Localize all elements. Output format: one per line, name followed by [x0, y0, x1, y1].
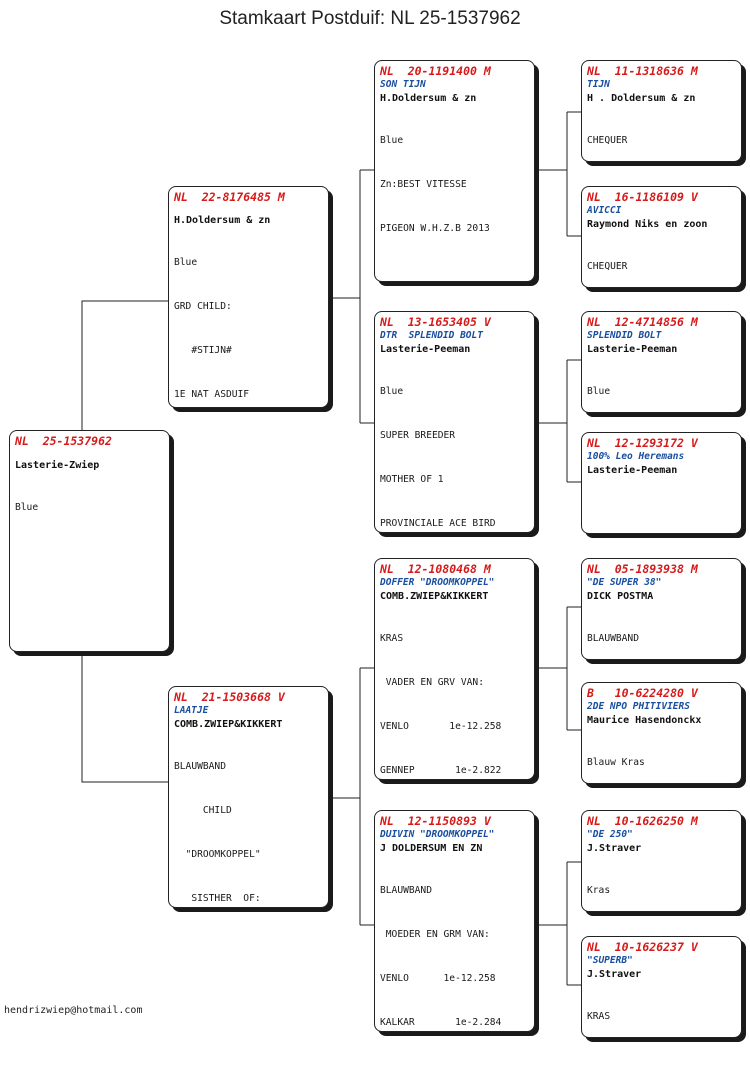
pigeon-details [380, 105, 529, 282]
detail-line: Blue [380, 135, 404, 147]
owner-name: Lasterie-Peeman [587, 465, 678, 476]
pigeon-details [380, 356, 529, 533]
pigeon-nickname: LAATJE [174, 705, 209, 716]
detail-line: VADER EN GRV VAN: [380, 676, 484, 688]
detail-line: SISTHER OF: [174, 892, 261, 904]
owner-name: J DOLDERSUM EN ZN [380, 843, 483, 854]
detail-line: BLAUWBAND [587, 633, 639, 645]
ring-number: NL 12-4714856 M [587, 315, 698, 329]
detail-line: KRAS [380, 633, 404, 645]
ring-number: NL 16-1186109 V [587, 190, 698, 204]
ring-number: NL 20-1191400 M [380, 64, 491, 78]
pigeon-details [174, 227, 323, 408]
detail-line: MOEDER EN GRM VAN: [380, 928, 490, 940]
detail-line: #STIJN# [174, 344, 232, 356]
pigeon-nickname: SPLENDID BOLT [587, 330, 662, 341]
ring-number: NL 25-1537962 [15, 434, 112, 448]
pigeon-details [380, 855, 529, 1032]
pigeon-details [587, 603, 736, 660]
detail-line: VENLO 1e-12.258 [380, 720, 502, 732]
owner-name: H.Doldersum & zn [174, 215, 271, 226]
owner-name: Lasterie-Zwiep [15, 460, 100, 471]
pigeon-nickname: TIJN [587, 79, 610, 90]
pigeon-nickname: AVICCI [587, 205, 622, 216]
detail-line: MOTHER OF 1 [380, 473, 444, 485]
detail-line: "DROOMKOPPEL" [174, 848, 261, 860]
ring-number: NL 22-8176485 M [174, 190, 285, 204]
pigeon-card-ggm-1 [581, 186, 742, 288]
pigeon-details [174, 731, 323, 908]
pigeon-nickname: "DE 250" [587, 829, 633, 840]
owner-name: H . Doldersum & zn [587, 93, 696, 104]
pigeon-card-ggm-4 [581, 936, 742, 1038]
pigeon-card-ggf-3 [581, 558, 742, 660]
detail-line: PROVINCIALE ACE BIRD [380, 517, 496, 529]
owner-name: DICK POSTMA [587, 591, 654, 602]
ring-number: NL 10-1626237 V [587, 940, 698, 954]
detail-line: Blue [174, 257, 198, 269]
detail-line: VENLO 1e-12.258 [380, 972, 496, 984]
ring-number: NL 13-1653405 V [380, 315, 491, 329]
detail-line: Blauw Kras [587, 757, 645, 769]
detail-line: GRD CHILD: [174, 300, 232, 312]
ring-number: NL 11-1318636 M [587, 64, 698, 78]
pigeon-card-ggm-3 [581, 682, 742, 784]
pigeon-details [587, 981, 736, 1038]
page-title: Stamkaart Postduif: NL 25-1537962 [219, 8, 521, 29]
pigeon-card-ggf-4 [581, 810, 742, 912]
pigeon-card-maternal-grandmother [374, 810, 535, 1032]
pigeon-card-ggf-1 [581, 60, 742, 162]
owner-name: J.Straver [587, 969, 642, 980]
owner-name: Raymond Niks en zoon [587, 219, 708, 230]
detail-line: GENNEP 1e-2.822 [380, 764, 502, 776]
pigeon-card-mother [168, 686, 329, 908]
detail-line: 1E NAT ASDUIF [174, 388, 250, 400]
ring-number: B 10-6224280 V [587, 686, 698, 700]
detail-line [380, 266, 529, 281]
detail-line: CHILD [174, 804, 232, 816]
owner-name: COMB.ZWIEP&KIKKERT [380, 591, 489, 602]
pigeon-card-paternal-grandfather [374, 60, 535, 282]
pigeon-card-father [168, 186, 329, 408]
detail-line: CHEQUER [587, 261, 628, 273]
detail-line: CHEQUER [587, 135, 628, 147]
pigeon-details [587, 105, 736, 162]
pigeon-nickname: DTR SPLENDID BOLT [380, 330, 483, 341]
ring-number: NL 12-1293172 V [587, 436, 698, 450]
pigeon-nickname: "SUPERB" [587, 955, 633, 966]
detail-line: Blue [587, 386, 611, 398]
detail-line: PIGEON W.H.Z.B 2013 [380, 222, 490, 234]
owner-name: Lasterie-Peeman [587, 344, 678, 355]
detail-line: KRAS [587, 1011, 611, 1023]
pigeon-card-subject [9, 430, 170, 652]
detail-line: BLAUWBAND [174, 761, 226, 773]
pigeon-details [587, 855, 736, 912]
owner-name: H.Doldersum & zn [380, 93, 477, 104]
pigeon-nickname: SON TIJN [380, 79, 426, 90]
pigeon-nickname: DOFFER "DROOMKOPPEL" [380, 577, 495, 588]
detail-line: Kras [587, 885, 611, 897]
owner-name: COMB.ZWIEP&KIKKERT [174, 719, 283, 730]
contact-email: hendrizwiep@hotmail.com [4, 1005, 143, 1016]
detail-line: Zn:BEST VITESSE [380, 178, 467, 190]
ring-number: NL 05-1893938 M [587, 562, 698, 576]
detail-line: BLAUWBAND [380, 885, 432, 897]
pigeon-nickname: 100% Leo Heremans [587, 451, 685, 462]
pigeon-details [587, 231, 736, 288]
pigeon-nickname: 2DE NPO PHITIVIERS [587, 701, 690, 712]
detail-line: Blue [380, 386, 404, 398]
pigeon-nickname: DUIVIN "DROOMKOPPEL" [380, 829, 495, 840]
pigeon-details [587, 727, 736, 784]
detail-line: SUPER BREEDER [380, 429, 456, 441]
pigeon-card-paternal-grandmother [374, 311, 535, 533]
detail-line: Blue [15, 502, 39, 514]
ring-number: NL 12-1080468 M [380, 562, 491, 576]
owner-name: Maurice Hasendonckx [587, 715, 702, 726]
owner-name: Lasterie-Peeman [380, 344, 471, 355]
pigeon-card-ggf-2 [581, 311, 742, 413]
pigeon-card-ggm-2 [581, 432, 742, 534]
detail-line: KALKAR 1e-2.284 [380, 1016, 502, 1028]
ring-number: NL 10-1626250 M [587, 814, 698, 828]
ring-number: NL 12-1150893 V [380, 814, 491, 828]
pigeon-nickname: "DE SUPER 38" [587, 577, 662, 588]
pigeon-details [15, 472, 164, 545]
pigeon-card-maternal-grandfather [374, 558, 535, 780]
owner-name: J.Straver [587, 843, 642, 854]
pigeon-details [380, 603, 529, 780]
ring-number: NL 21-1503668 V [174, 690, 285, 704]
pigeon-details [587, 356, 736, 413]
